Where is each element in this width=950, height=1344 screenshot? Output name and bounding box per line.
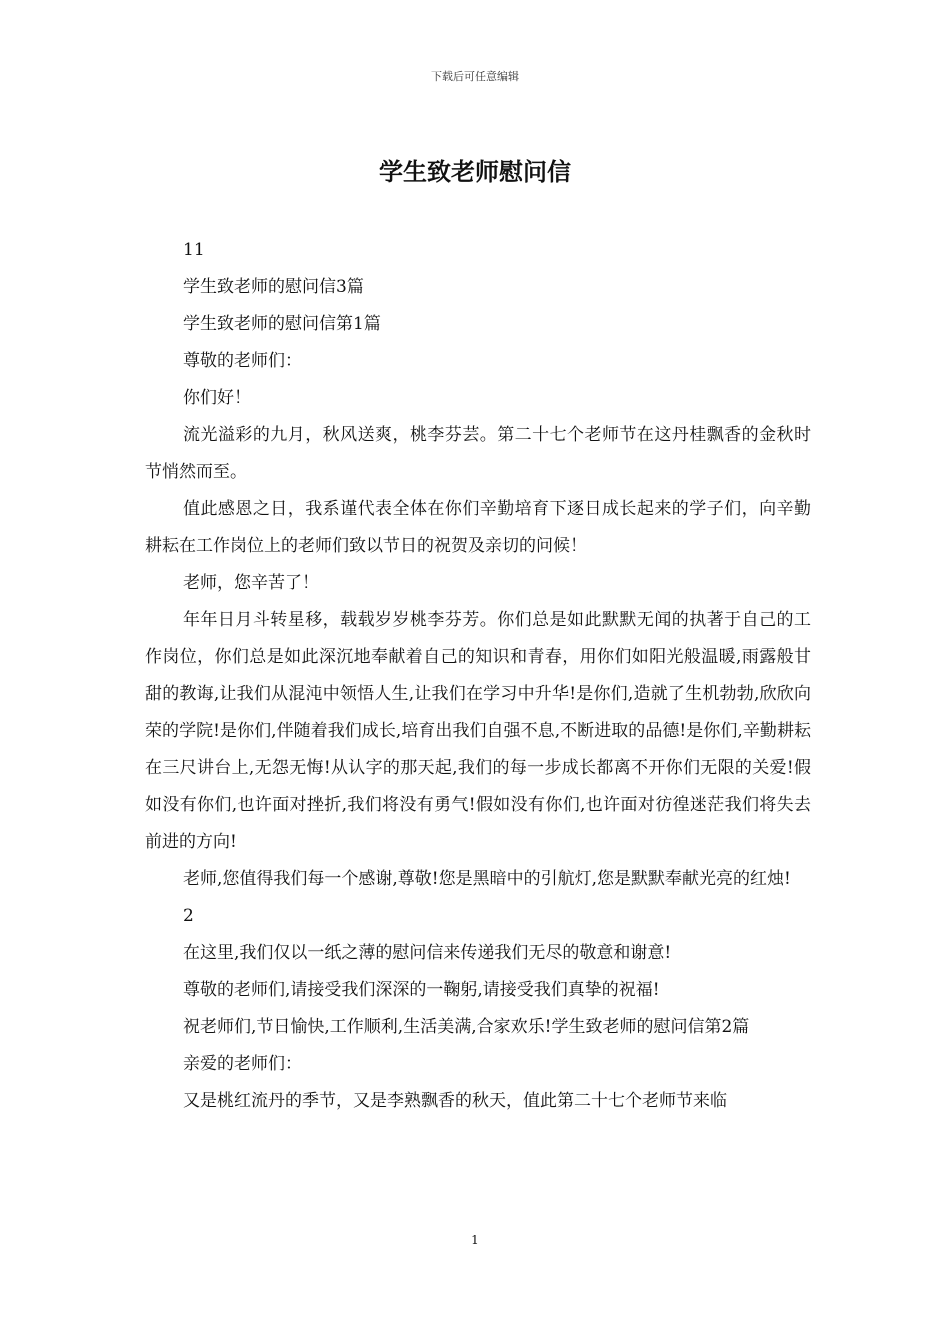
document-body [145,232,811,1120]
paragraph: 尊敬的老师们,请接受我们深深的一鞠躬,请接受我们真挚的祝福! [183,980,660,1000]
document-title: 学生致老师慰问信 [379,158,571,186]
paragraph: 老师，您辛苦了！ [183,573,319,593]
paragraph: 流光溢彩的九月，秋风送爽，桃李芬芸。第二十七个老师节在这丹桂飘香的金秋时节悄然而至。 [145,425,811,482]
page-number: 1 [471,1233,479,1247]
paragraph: 亲爱的老师们： [183,1054,302,1074]
paragraph: 在这里,我们仅以一纸之薄的慰问信来传递我们无尽的敬意和谢意! [183,943,672,963]
paragraph: 老师,您值得我们每一个感谢,尊敬!您是黑暗中的引航灯,您是默默奉献光亮的红烛! [183,869,791,889]
paragraph: 学生致老师的慰问信3篇 [183,277,364,297]
paragraph: 祝老师们,节日愉快,工作顺利,生活美满,合家欢乐!学生致老师的慰问信第2篇 [183,1017,750,1037]
paragraph: 值此感恩之日，我系谨代表全体在你们辛勤培育下逐日成长起来的学子们，向辛勤耕耘在工作岗位上的老师们致以节日的祝贺及亲切的问候！ [145,499,811,556]
paragraph: 年年日月斗转星移，载载岁岁桃李芬芳。你们总是如此默默无闻的执著于自己的工作岗位，你们总是如此深沉地奉献着自己的知识和青春，用你们如阳光般温暖,雨露般甘甜的教诲,让我们从混沌中领悟人生,让我们在学习中升华!是你们,造就了生机勃勃,欣欣向荣的学院!是你们,伴随着我们成长,培育出我们自强不息,不断进取的品德!是你们,辛勤耕耘在三尺讲台上,无怨无悔!从认字的那天起,我们的每一步成长都离不开你们无限的关爱!假如没有你们,也许面对挫折,我们将没有勇气!假如没有你们,也许面对彷徨迷茫我们将失去前进的方向! [145,610,811,852]
paragraph: 2 [183,906,194,926]
paragraph: 尊敬的老师们： [183,351,302,371]
paragraph: 你们好！ [183,388,251,408]
header-note: 下载后可任意编辑 [431,70,519,83]
paragraph: 又是桃红流丹的季节，又是李熟飘香的秋天，值此第二十七个老师节来临 [183,1091,727,1111]
paragraph: 11 [183,240,205,260]
paragraph: 学生致老师的慰问信第1篇 [183,314,381,334]
